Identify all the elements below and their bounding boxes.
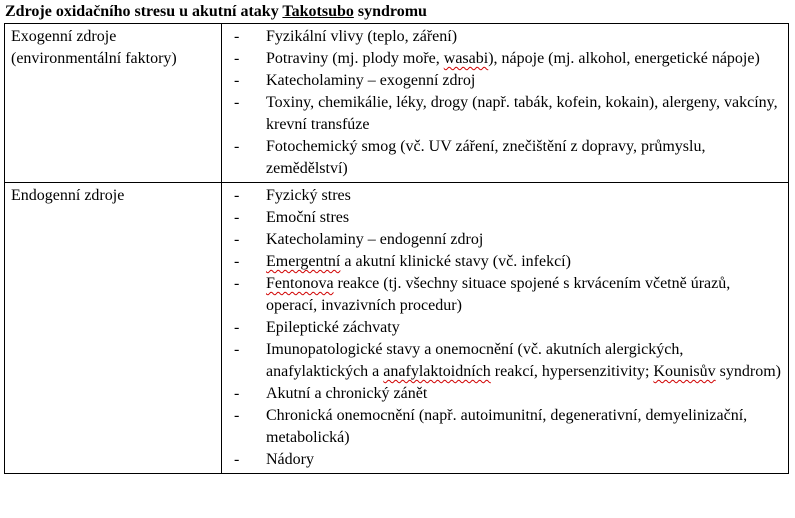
list-item (222, 185, 782, 207)
list-item (222, 405, 782, 449)
list-item (222, 273, 782, 317)
item-text: Epileptické záchvaty (266, 319, 400, 336)
item-text: Fyzický stres (266, 187, 351, 204)
list-item (222, 383, 782, 405)
item-text: Emoční stres (266, 209, 350, 226)
list-item (222, 70, 782, 92)
list-item (222, 48, 782, 70)
item-text: ), nápoje (mj. alkohol, energetické nápoje) (488, 50, 760, 67)
table-row (5, 24, 789, 183)
item-text: Toxiny, chemikálie, léky, drogy (např. tabák, kofein, kokain), alergeny, vakcíny, krevní transfúze (266, 94, 778, 133)
item-text: Katecholaminy – endogenní zdroj (266, 231, 484, 248)
list-item (222, 251, 782, 273)
item-text: Katecholaminy – exogenní zdroj (266, 72, 476, 89)
item-text: syndrom) (715, 363, 781, 380)
item-text: Akutní a chronický zánět (266, 385, 428, 402)
caption-underlined-term: Takotsubo (282, 3, 354, 20)
items-cell (222, 24, 789, 183)
list-item (222, 207, 782, 229)
category-cell: Endogenní zdroje (5, 183, 222, 474)
item-text: Imunopatologické stavy a onemocnění (vč. akutních alergických, anafylaktických a (266, 341, 684, 380)
caption-suffix: syndromu (353, 3, 427, 20)
item-text: Fyzikální vlivy (teplo, záření) (266, 28, 458, 45)
item-text: reakce (tj. všechny situace spojené s krvácením včetně úrazů, operací, invazivních procedur) (266, 275, 731, 314)
list-item (222, 449, 782, 471)
item-text: Fotochemický smog (vč. UV záření, znečištění z dopravy, průmyslu, zemědělství) (266, 138, 706, 177)
table-row (5, 183, 789, 474)
list-item (222, 229, 782, 251)
list-item (222, 339, 782, 383)
caption-prefix: Zdroje oxidačního stresu u akutní ataky (5, 3, 283, 20)
category-cell: Exogenní zdroje (environmentální faktory) (5, 24, 222, 183)
spellcheck-flagged-word: Kounisův (653, 363, 716, 380)
item-text: Potraviny (mj. plody moře, (266, 50, 444, 67)
table-caption (5, 2, 427, 22)
list-item (222, 317, 782, 339)
list-item (222, 92, 782, 136)
source-list (222, 185, 782, 471)
items-cell (222, 183, 789, 474)
source-list (222, 26, 782, 180)
list-item (222, 136, 782, 180)
item-text: Nádory (266, 451, 314, 468)
list-item (222, 26, 782, 48)
spellcheck-flagged-word: Fentonova (266, 275, 334, 292)
spellcheck-flagged-word: wasabi (443, 50, 489, 67)
item-text: a akutní klinické stavy (vč. infekcí) (340, 253, 571, 270)
item-text: Chronická onemocnění (např. autoimunitní, degenerativní, demyelinizační, metabolická) (266, 407, 748, 446)
oxidative-stress-sources-table (4, 23, 789, 474)
spellcheck-flagged-word: anafylaktoidních (383, 363, 491, 380)
spellcheck-flagged-word: Emergentní (266, 253, 341, 270)
item-text: reakcí, hypersenzitivity; (490, 363, 654, 380)
